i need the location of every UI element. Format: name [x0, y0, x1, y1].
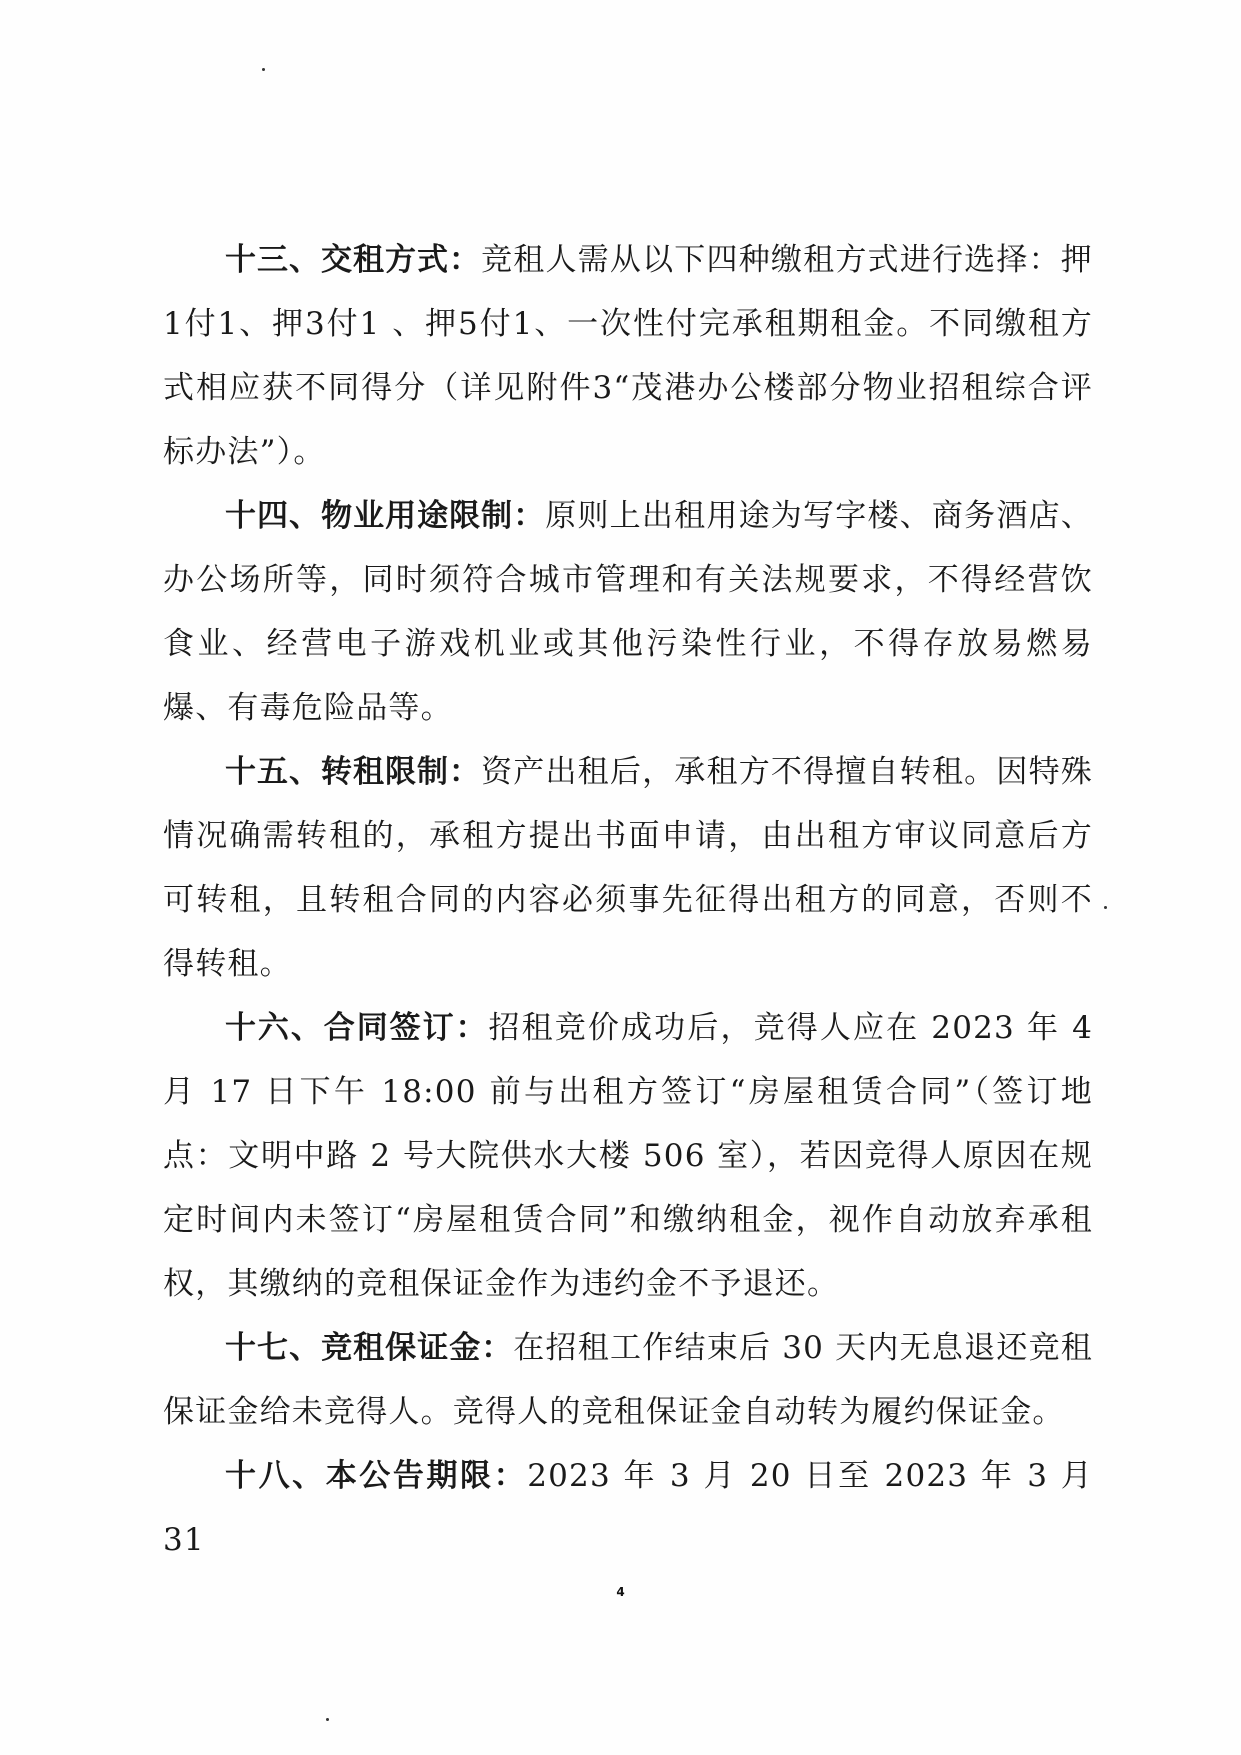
clause-18 [163, 1444, 1093, 1572]
clause-13 [163, 228, 1093, 484]
page-number: 4 [616, 1585, 625, 1599]
scan-speck [262, 68, 265, 71]
clause-text: 原则上出租用途为写字楼、商务酒店、办公场所等，同时须符合城市管理和有关法规要求，不得经营饮食业、经营电子游戏机业或其他污染性行业，不得存放易燃易爆、有毒危险品等。 [163, 498, 1093, 726]
clause-heading: 十五、转租限制： [225, 754, 482, 790]
clause-text: 招租竞价成功后，竞得人应在 2023 年 4 月 17 日下午 18:00 前与出租方签订“房屋租赁合同”（签订地点：文明中路 2 号大院供水大楼 506 室），若因竞得人原因在规定时间内未签订“房屋租赁合同”和缴纳租金，视作自动放弃承租权，其缴纳的竞租保证金作为违约金不予退还。 [163, 1010, 1094, 1302]
clause-16 [163, 996, 1093, 1316]
clause-text: 资产出租后，承租方不得擅自转租。因特殊情况确需转租的，承租方提出书面申请，由出租方审议同意后方可转租，且转租合同的内容必须事先征得出租方的同意，否则不得转租。 [163, 754, 1093, 982]
clause-text: 2023 年 3 月 20 日至 2023 年 3 月 31 [163, 1458, 1094, 1558]
clause-17 [163, 1316, 1093, 1444]
document-body [163, 228, 1093, 1572]
scan-speck [326, 1718, 329, 1721]
clause-heading: 十六、合同签订： [225, 1010, 489, 1046]
clause-heading: 十三、交租方式： [225, 242, 482, 278]
clause-text: 在招租工作结束后 30 天内无息退还竞租保证金给未竞得人。竞得人的竞租保证金自动转为履约保证金。 [163, 1330, 1094, 1430]
scan-speck [1104, 906, 1107, 909]
clause-heading: 十七、竞租保证金： [225, 1330, 514, 1366]
clause-15 [163, 740, 1093, 996]
clause-heading: 十八、本公告期限： [225, 1458, 528, 1494]
clause-14 [163, 484, 1093, 740]
clause-text: 竞租人需从以下四种缴租方式进行选择：押1付1、押3付1 、押5付1、一次性付完承租期租金。不同缴租方式相应获不同得分（详见附件3“茂港办公楼部分物业招租综合评标办法”）。 [163, 242, 1093, 470]
clause-heading: 十四、物业用途限制： [225, 498, 546, 534]
